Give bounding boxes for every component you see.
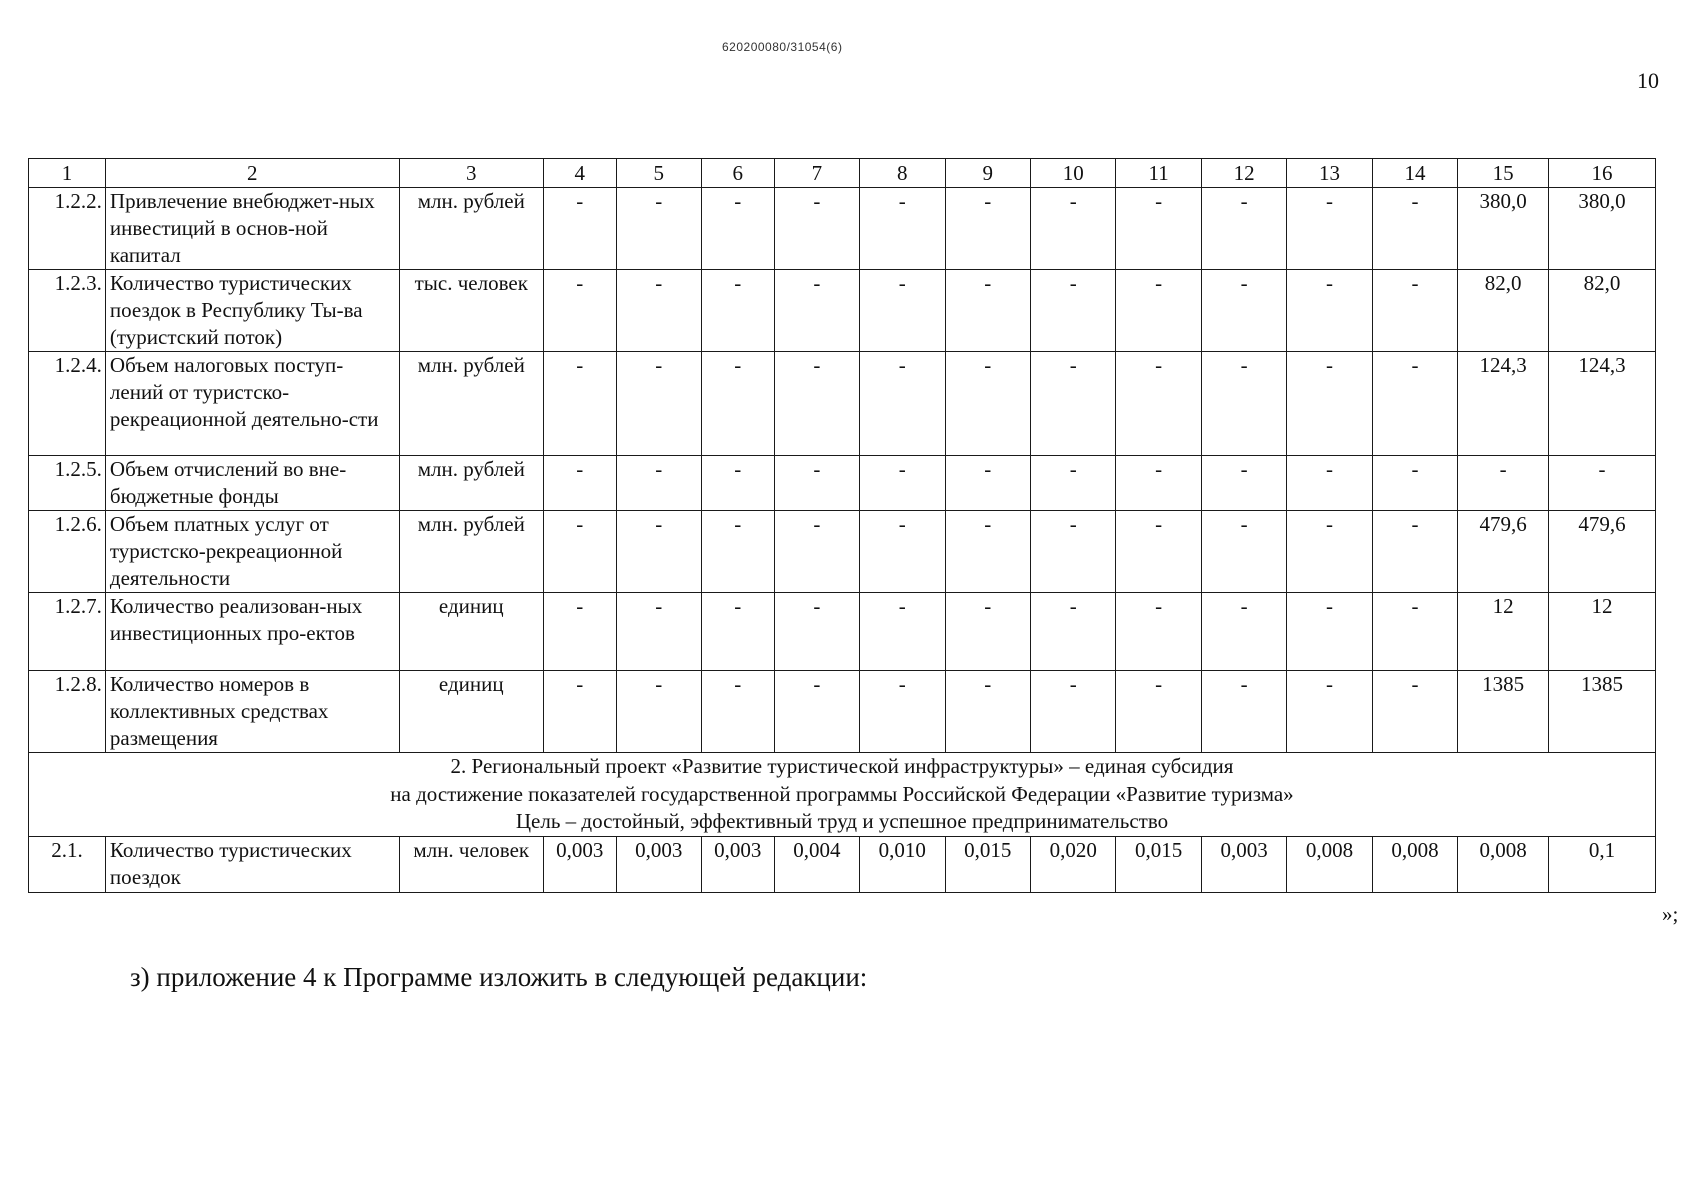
value-cell: - bbox=[1287, 671, 1372, 753]
value-cell: - bbox=[1372, 593, 1457, 671]
value-cell: - bbox=[1287, 352, 1372, 456]
table-row bbox=[29, 352, 1656, 456]
indicator-name: Объем отчислений во вне-бюджетные фонды bbox=[105, 456, 399, 511]
value-cell: 380,0 bbox=[1458, 188, 1549, 270]
value-cell: 12 bbox=[1549, 593, 1656, 671]
closing-quote: »; bbox=[1662, 902, 1679, 926]
row-number: 1.2.2. bbox=[29, 188, 106, 270]
value-cell: - bbox=[1116, 671, 1201, 753]
unit-of-measure: тыс. человек bbox=[399, 270, 543, 352]
value-cell: 0,015 bbox=[945, 836, 1030, 892]
row-number: 1.2.4. bbox=[29, 352, 106, 456]
value-cell: - bbox=[1116, 352, 1201, 456]
column-number: 16 bbox=[1549, 159, 1656, 188]
value-cell: - bbox=[945, 270, 1030, 352]
column-number: 12 bbox=[1201, 159, 1286, 188]
section-header-row bbox=[29, 753, 1656, 837]
value-cell: 0,008 bbox=[1287, 836, 1372, 892]
section-header-line: на достижение показателей государственной программы Российской Федерации «Развитие туризма» bbox=[390, 781, 1294, 806]
value-cell: - bbox=[1201, 352, 1286, 456]
value-cell: - bbox=[616, 270, 701, 352]
value-cell: - bbox=[1116, 593, 1201, 671]
value-cell: 82,0 bbox=[1458, 270, 1549, 352]
value-cell: - bbox=[774, 456, 859, 511]
unit-of-measure: единиц bbox=[399, 593, 543, 671]
table-row bbox=[29, 511, 1656, 593]
value-cell: 0,020 bbox=[1030, 836, 1115, 892]
column-number: 13 bbox=[1287, 159, 1372, 188]
value-cell: 1385 bbox=[1458, 671, 1549, 753]
value-cell: - bbox=[701, 456, 774, 511]
section-header-line: Цель – достойный, эффективный труд и успешное предпринимательство bbox=[515, 809, 1169, 833]
value-cell: - bbox=[1372, 188, 1457, 270]
unit-of-measure: млн. рублей bbox=[399, 188, 543, 270]
value-cell: 0,010 bbox=[860, 836, 945, 892]
value-cell: - bbox=[1201, 270, 1286, 352]
indicator-name: Объем налоговых поступ-лений от туристско-рекреационной деятельно-сти bbox=[105, 352, 399, 456]
column-number: 15 bbox=[1458, 159, 1549, 188]
value-cell: - bbox=[1458, 456, 1549, 511]
unit-of-measure: единиц bbox=[399, 671, 543, 753]
column-number: 10 bbox=[1030, 159, 1115, 188]
table-row bbox=[29, 188, 1656, 270]
value-cell: - bbox=[860, 511, 945, 593]
value-cell: - bbox=[860, 352, 945, 456]
value-cell: 0,1 bbox=[1549, 836, 1656, 892]
value-cell: 0,008 bbox=[1458, 836, 1549, 892]
column-number: 1 bbox=[29, 159, 106, 188]
value-cell: - bbox=[1372, 456, 1457, 511]
value-cell: - bbox=[945, 188, 1030, 270]
value-cell: 12 bbox=[1458, 593, 1549, 671]
value-cell: - bbox=[774, 352, 859, 456]
row-number: 1.2.6. bbox=[29, 511, 106, 593]
row-number: 1.2.7. bbox=[29, 593, 106, 671]
value-cell: - bbox=[701, 352, 774, 456]
value-cell: - bbox=[860, 456, 945, 511]
value-cell: 0,003 bbox=[616, 836, 701, 892]
value-cell: - bbox=[1030, 270, 1115, 352]
value-cell: - bbox=[774, 188, 859, 270]
value-cell: - bbox=[543, 593, 616, 671]
value-cell: - bbox=[945, 671, 1030, 753]
indicator-name: Привлечение внебюджет-ных инвестиций в основ-ной капитал bbox=[105, 188, 399, 270]
column-number: 11 bbox=[1116, 159, 1201, 188]
value-cell: - bbox=[1201, 671, 1286, 753]
value-cell: - bbox=[616, 188, 701, 270]
value-cell: - bbox=[1030, 188, 1115, 270]
column-number: 6 bbox=[701, 159, 774, 188]
table-row bbox=[29, 836, 1656, 892]
column-number: 7 bbox=[774, 159, 859, 188]
value-cell: - bbox=[1116, 456, 1201, 511]
value-cell: 0,004 bbox=[774, 836, 859, 892]
value-cell: - bbox=[1116, 188, 1201, 270]
value-cell: - bbox=[1201, 593, 1286, 671]
value-cell: - bbox=[701, 593, 774, 671]
indicator-name: Количество номеров в коллективных средствах размещения bbox=[105, 671, 399, 753]
value-cell: 124,3 bbox=[1549, 352, 1656, 456]
value-cell: - bbox=[945, 593, 1030, 671]
value-cell: - bbox=[1030, 511, 1115, 593]
value-cell: 479,6 bbox=[1458, 511, 1549, 593]
table-header-row bbox=[29, 159, 1656, 188]
value-cell: - bbox=[1287, 456, 1372, 511]
column-number: 5 bbox=[616, 159, 701, 188]
indicator-name: Объем платных услуг от туристско-рекреационной деятельности bbox=[105, 511, 399, 593]
value-cell: - bbox=[1030, 352, 1115, 456]
value-cell: - bbox=[1372, 671, 1457, 753]
column-number: 4 bbox=[543, 159, 616, 188]
value-cell: - bbox=[616, 456, 701, 511]
value-cell: 0,015 bbox=[1116, 836, 1201, 892]
row-number: 1.2.8. bbox=[29, 671, 106, 753]
page-number: 10 bbox=[1637, 68, 1659, 93]
value-cell: - bbox=[1030, 456, 1115, 511]
value-cell: 0,003 bbox=[701, 836, 774, 892]
row-number: 1.2.5. bbox=[29, 456, 106, 511]
value-cell: - bbox=[1201, 511, 1286, 593]
value-cell: 124,3 bbox=[1458, 352, 1549, 456]
value-cell: 479,6 bbox=[1549, 511, 1656, 593]
unit-of-measure: млн. рублей bbox=[399, 511, 543, 593]
value-cell: - bbox=[1116, 270, 1201, 352]
section-header bbox=[29, 753, 1656, 837]
value-cell: - bbox=[1201, 188, 1286, 270]
value-cell: - bbox=[543, 188, 616, 270]
value-cell: - bbox=[543, 671, 616, 753]
column-number: 2 bbox=[105, 159, 399, 188]
unit-of-measure: млн. рублей bbox=[399, 456, 543, 511]
instruction-text: з) приложение 4 к Программе изложить в следующей редакции: bbox=[130, 962, 868, 992]
indicator-name: Количество туристических поездок bbox=[105, 836, 399, 892]
value-cell: - bbox=[701, 188, 774, 270]
value-cell: - bbox=[1372, 270, 1457, 352]
value-cell: - bbox=[616, 352, 701, 456]
section-header-line: 2. Региональный проект «Развитие туристической инфраструктуры» – единая субсидия bbox=[450, 754, 1234, 778]
indicators-table bbox=[28, 158, 1656, 893]
document-registration-code: 620200080/31054(6) bbox=[722, 40, 843, 54]
value-cell: - bbox=[616, 511, 701, 593]
value-cell: 82,0 bbox=[1549, 270, 1656, 352]
value-cell: 0,003 bbox=[543, 836, 616, 892]
value-cell: - bbox=[1549, 456, 1656, 511]
value-cell: - bbox=[774, 593, 859, 671]
value-cell: - bbox=[616, 671, 701, 753]
indicator-name: Количество туристических поездок в Республику Ты-ва (туристский поток) bbox=[105, 270, 399, 352]
value-cell: - bbox=[543, 511, 616, 593]
value-cell: - bbox=[1287, 270, 1372, 352]
value-cell: - bbox=[1372, 511, 1457, 593]
value-cell: - bbox=[616, 593, 701, 671]
value-cell: - bbox=[860, 593, 945, 671]
value-cell: - bbox=[1201, 456, 1286, 511]
value-cell: - bbox=[945, 352, 1030, 456]
value-cell: 1385 bbox=[1549, 671, 1656, 753]
value-cell: - bbox=[1287, 511, 1372, 593]
value-cell: - bbox=[945, 511, 1030, 593]
table-row bbox=[29, 593, 1656, 671]
value-cell: - bbox=[860, 671, 945, 753]
value-cell: - bbox=[543, 270, 616, 352]
indicator-name: Количество реализован-ных инвестиционных про-ектов bbox=[105, 593, 399, 671]
column-number: 9 bbox=[945, 159, 1030, 188]
value-cell: - bbox=[860, 270, 945, 352]
table-row bbox=[29, 671, 1656, 753]
value-cell: - bbox=[543, 352, 616, 456]
table-row bbox=[29, 456, 1656, 511]
row-number: 1.2.3. bbox=[29, 270, 106, 352]
column-number: 14 bbox=[1372, 159, 1457, 188]
value-cell: - bbox=[701, 511, 774, 593]
value-cell: - bbox=[774, 671, 859, 753]
value-cell: - bbox=[1030, 671, 1115, 753]
value-cell: - bbox=[543, 456, 616, 511]
unit-of-measure: млн. человек bbox=[399, 836, 543, 892]
value-cell: - bbox=[1372, 352, 1457, 456]
column-number: 8 bbox=[860, 159, 945, 188]
value-cell: 0,003 bbox=[1201, 836, 1286, 892]
table-row bbox=[29, 270, 1656, 352]
value-cell: 380,0 bbox=[1549, 188, 1656, 270]
value-cell: - bbox=[860, 188, 945, 270]
value-cell: - bbox=[774, 270, 859, 352]
value-cell: - bbox=[1030, 593, 1115, 671]
unit-of-measure: млн. рублей bbox=[399, 352, 543, 456]
value-cell: 0,008 bbox=[1372, 836, 1457, 892]
value-cell: - bbox=[1116, 511, 1201, 593]
column-number: 3 bbox=[399, 159, 543, 188]
value-cell: - bbox=[774, 511, 859, 593]
value-cell: - bbox=[1287, 593, 1372, 671]
row-number: 2.1. bbox=[29, 836, 106, 892]
value-cell: - bbox=[1287, 188, 1372, 270]
value-cell: - bbox=[945, 456, 1030, 511]
value-cell: - bbox=[701, 671, 774, 753]
value-cell: - bbox=[701, 270, 774, 352]
